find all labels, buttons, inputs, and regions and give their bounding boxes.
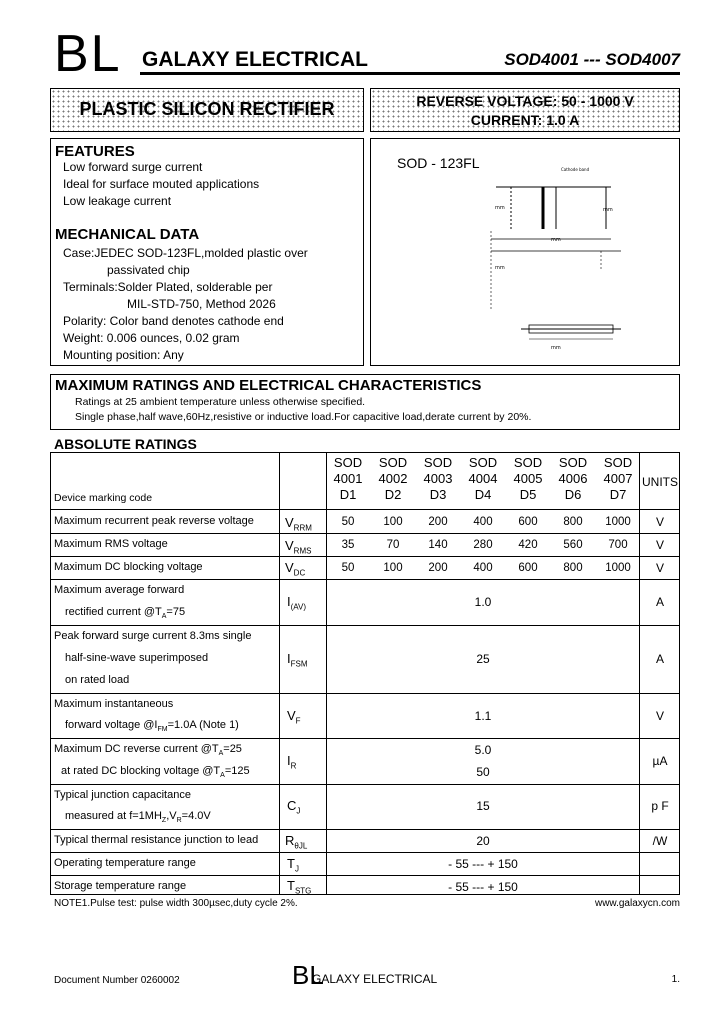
mechanical-line: Polarity: Color band denotes cathode end xyxy=(63,314,284,328)
param-ir-line1: Maximum DC reverse current $@T_A=25$ xyxy=(54,743,242,758)
column-header: SOD 4001 D1 xyxy=(333,455,363,502)
param-ifsm-line2: half-sine-wave superimposed xyxy=(65,652,209,664)
value-cell: 700 xyxy=(608,539,628,551)
mechanical-line: Mounting position: Any xyxy=(63,348,184,362)
row-divider xyxy=(51,875,679,876)
unit-cell: p F xyxy=(651,799,669,813)
row-divider xyxy=(51,829,679,830)
column-header: SOD 4002 D2 xyxy=(378,455,408,502)
value-cj: 15 xyxy=(476,799,490,813)
feature-item: Low forward surge current xyxy=(63,160,203,174)
forward-current: CURRENT: 1.0 A xyxy=(470,112,580,128)
value-tj: - 55 --- + 150 xyxy=(448,857,518,871)
param-vdc: Maximum DC blocking voltage xyxy=(54,561,203,573)
value-cell: 400 xyxy=(473,516,493,528)
value-cell: 50 xyxy=(341,562,355,574)
mechanical-line: Terminals:Solder Plated, solderable per xyxy=(63,280,273,294)
value-cell: 560 xyxy=(563,539,583,551)
column-header: SOD 4006 D6 xyxy=(558,455,588,502)
unit-cell: V xyxy=(655,561,664,575)
value-iav: 1.0 xyxy=(474,595,492,609)
mechanical-line: MIL-STD-750, Method 2026 xyxy=(127,297,276,311)
footer-logo: BL xyxy=(292,960,324,990)
symbol-vrms: $V_{RMS}$ xyxy=(285,538,312,556)
page-number: 1. xyxy=(671,974,680,985)
features-heading: FEATURES xyxy=(55,143,135,160)
svg-text:mm: mm xyxy=(603,207,613,213)
param-vrrm: Maximum recurrent peak reverse voltage xyxy=(54,515,254,527)
row-divider xyxy=(51,625,679,626)
symbol-vdc: $V_{DC}$ xyxy=(285,560,306,578)
rating-banner xyxy=(370,88,680,132)
column-header: SOD 4005 D5 xyxy=(513,455,543,502)
param-iav-line1: Maximum average forward xyxy=(54,584,185,596)
company-logo: BL xyxy=(54,25,122,83)
value-cell: 50 xyxy=(341,516,355,528)
value-ifsm: 25 xyxy=(476,652,490,666)
value-cell: 140 xyxy=(428,539,448,551)
footnote: NOTE1.Pulse test: pulse width 300µsec,duty cycle 2%. xyxy=(54,898,298,909)
max-ratings-panel xyxy=(50,374,680,430)
value-cell: 800 xyxy=(563,562,583,574)
device-marking-label: Device marking code xyxy=(54,492,153,504)
value-cell: 35 xyxy=(341,539,355,551)
value-cell: 200 xyxy=(428,516,448,528)
symbol-tstg: $T_{STG}$ xyxy=(287,878,312,896)
product-title: PLASTIC SILICON RECTIFIER xyxy=(79,99,335,119)
value-cell: 1000 xyxy=(605,562,631,574)
website: www.galaxycn.com xyxy=(594,898,680,909)
unit-cell: /W xyxy=(652,834,668,848)
param-iav-line2: rectified current $@T_A=75$ xyxy=(65,606,186,621)
column-header: SOD 4007 D7 xyxy=(603,455,633,502)
param-vf-line2: forward voltage $@I_{FM}=1.0A$ (Note 1) xyxy=(65,719,239,734)
column-header: SOD 4003 D3 xyxy=(423,455,453,502)
param-ir-line2: at rated DC blocking voltage $@T_A=125$ xyxy=(61,765,250,780)
svg-text:Cathode band: Cathode band xyxy=(561,167,590,172)
reverse-voltage: REVERSE VOLTAGE: 50 - 1000 V xyxy=(416,93,634,109)
value-cell: 1000 xyxy=(605,516,631,528)
header-rule xyxy=(140,72,680,75)
mechanical-line: passivated chip xyxy=(107,263,190,277)
symbol-tj: $T_J$ xyxy=(287,856,299,874)
value-ir-25c: 5.0 xyxy=(474,743,492,757)
value-ir-125c: 50 xyxy=(476,765,490,779)
column-divider xyxy=(279,453,280,894)
max-ratings-title: MAXIMUM RATINGS AND ELECTRICAL CHARACTERISTICS xyxy=(55,377,482,394)
unit-cell: A xyxy=(655,652,664,666)
column-header: SOD 4004 D4 xyxy=(468,455,498,502)
row-divider xyxy=(51,784,679,785)
value-cell: 70 xyxy=(386,539,400,551)
symbol-iav: $I_{(AV)}$ xyxy=(287,594,307,612)
row-divider xyxy=(51,852,679,853)
symbol-rth: $R_{\theta JL}$ xyxy=(285,833,308,851)
row-divider xyxy=(51,556,679,557)
symbol-cj: $C_J$ xyxy=(287,798,301,816)
param-cj-line1: Typical junction capacitance xyxy=(54,789,191,801)
value-cell: 400 xyxy=(473,562,493,574)
mechanical-line: Weight: 0.006 ounces, 0.02 gram xyxy=(63,331,240,345)
value-cell: 600 xyxy=(518,562,538,574)
feature-item: Low leakage current xyxy=(63,194,172,208)
footer-company: GALAXY ELECTRICAL xyxy=(312,972,438,986)
package-panel xyxy=(370,138,680,366)
value-cell: 600 xyxy=(518,516,538,528)
svg-text:mm: mm xyxy=(551,237,561,243)
product-series: SOD4001 --- SOD4007 xyxy=(504,50,680,69)
units-header: UNITS xyxy=(642,475,678,489)
param-ifsm-line1: Peak forward surge current 8.3ms single xyxy=(54,630,252,642)
unit-cell: A xyxy=(655,595,664,609)
value-cell: 200 xyxy=(428,562,448,574)
product-title-box xyxy=(50,88,364,132)
feature-item: Ideal for surface mouted applications xyxy=(63,177,260,191)
param-rth: Typical thermal resistance junction to lead xyxy=(54,834,259,846)
value-cell: 420 xyxy=(518,539,538,551)
value-cell: 280 xyxy=(473,539,493,551)
package-outline-diagram xyxy=(371,139,679,365)
unit-cell: µA xyxy=(652,754,668,768)
value-cell: 100 xyxy=(383,516,403,528)
value-tstg: - 55 --- + 150 xyxy=(448,880,518,894)
absolute-ratings-title: ABSOLUTE RATINGS xyxy=(54,436,197,452)
value-rth: 20 xyxy=(476,834,490,848)
param-cj-line2: measured at $f=1MH_Z,V_R=4.0V$ xyxy=(65,810,211,825)
svg-text:mm: mm xyxy=(495,205,505,211)
symbol-vrrm: $V_{RRM}$ xyxy=(285,515,312,533)
param-tstg: Storage temperature range xyxy=(54,880,187,892)
row-divider xyxy=(51,509,679,510)
value-cell: 100 xyxy=(383,562,403,574)
symbol-ifsm: $I_{FSM}$ xyxy=(287,651,308,669)
row-divider xyxy=(51,579,679,580)
max-ratings-note: Single phase,half wave,60Hz,resistive or inductive load.For capacitive load,derate current by 20%. xyxy=(75,411,532,423)
row-divider xyxy=(51,533,679,534)
package-name: SOD - 123FL xyxy=(397,155,480,171)
row-divider xyxy=(51,693,679,694)
mechanical-heading: MECHANICAL DATA xyxy=(55,226,200,243)
param-vf-line1: Maximum instantaneous xyxy=(54,698,174,710)
value-vf: 1.1 xyxy=(474,709,492,723)
unit-cell: V xyxy=(655,515,664,529)
ratings-table xyxy=(50,452,680,895)
param-ifsm-line3: on rated load xyxy=(65,674,130,686)
param-vrms: Maximum RMS voltage xyxy=(54,538,168,550)
row-divider xyxy=(51,738,679,739)
company-name: GALAXY ELECTRICAL xyxy=(142,48,368,71)
symbol-ir: $I_R$ xyxy=(287,753,297,771)
unit-cell: V xyxy=(655,538,664,552)
value-cell: 800 xyxy=(563,516,583,528)
symbol-vf: $V_F$ xyxy=(287,708,301,726)
max-ratings-note: Ratings at 25 ambient temperature unless otherwise specified. xyxy=(75,396,366,408)
document-number: Document Number 0260002 xyxy=(54,975,180,986)
svg-text:mm: mm xyxy=(551,345,561,351)
mechanical-line: Case:JEDEC SOD-123FL,molded plastic over xyxy=(63,246,308,260)
features-panel xyxy=(50,138,364,366)
param-tj: Operating temperature range xyxy=(54,857,196,869)
unit-cell: V xyxy=(655,709,664,723)
svg-text:mm: mm xyxy=(495,265,505,271)
